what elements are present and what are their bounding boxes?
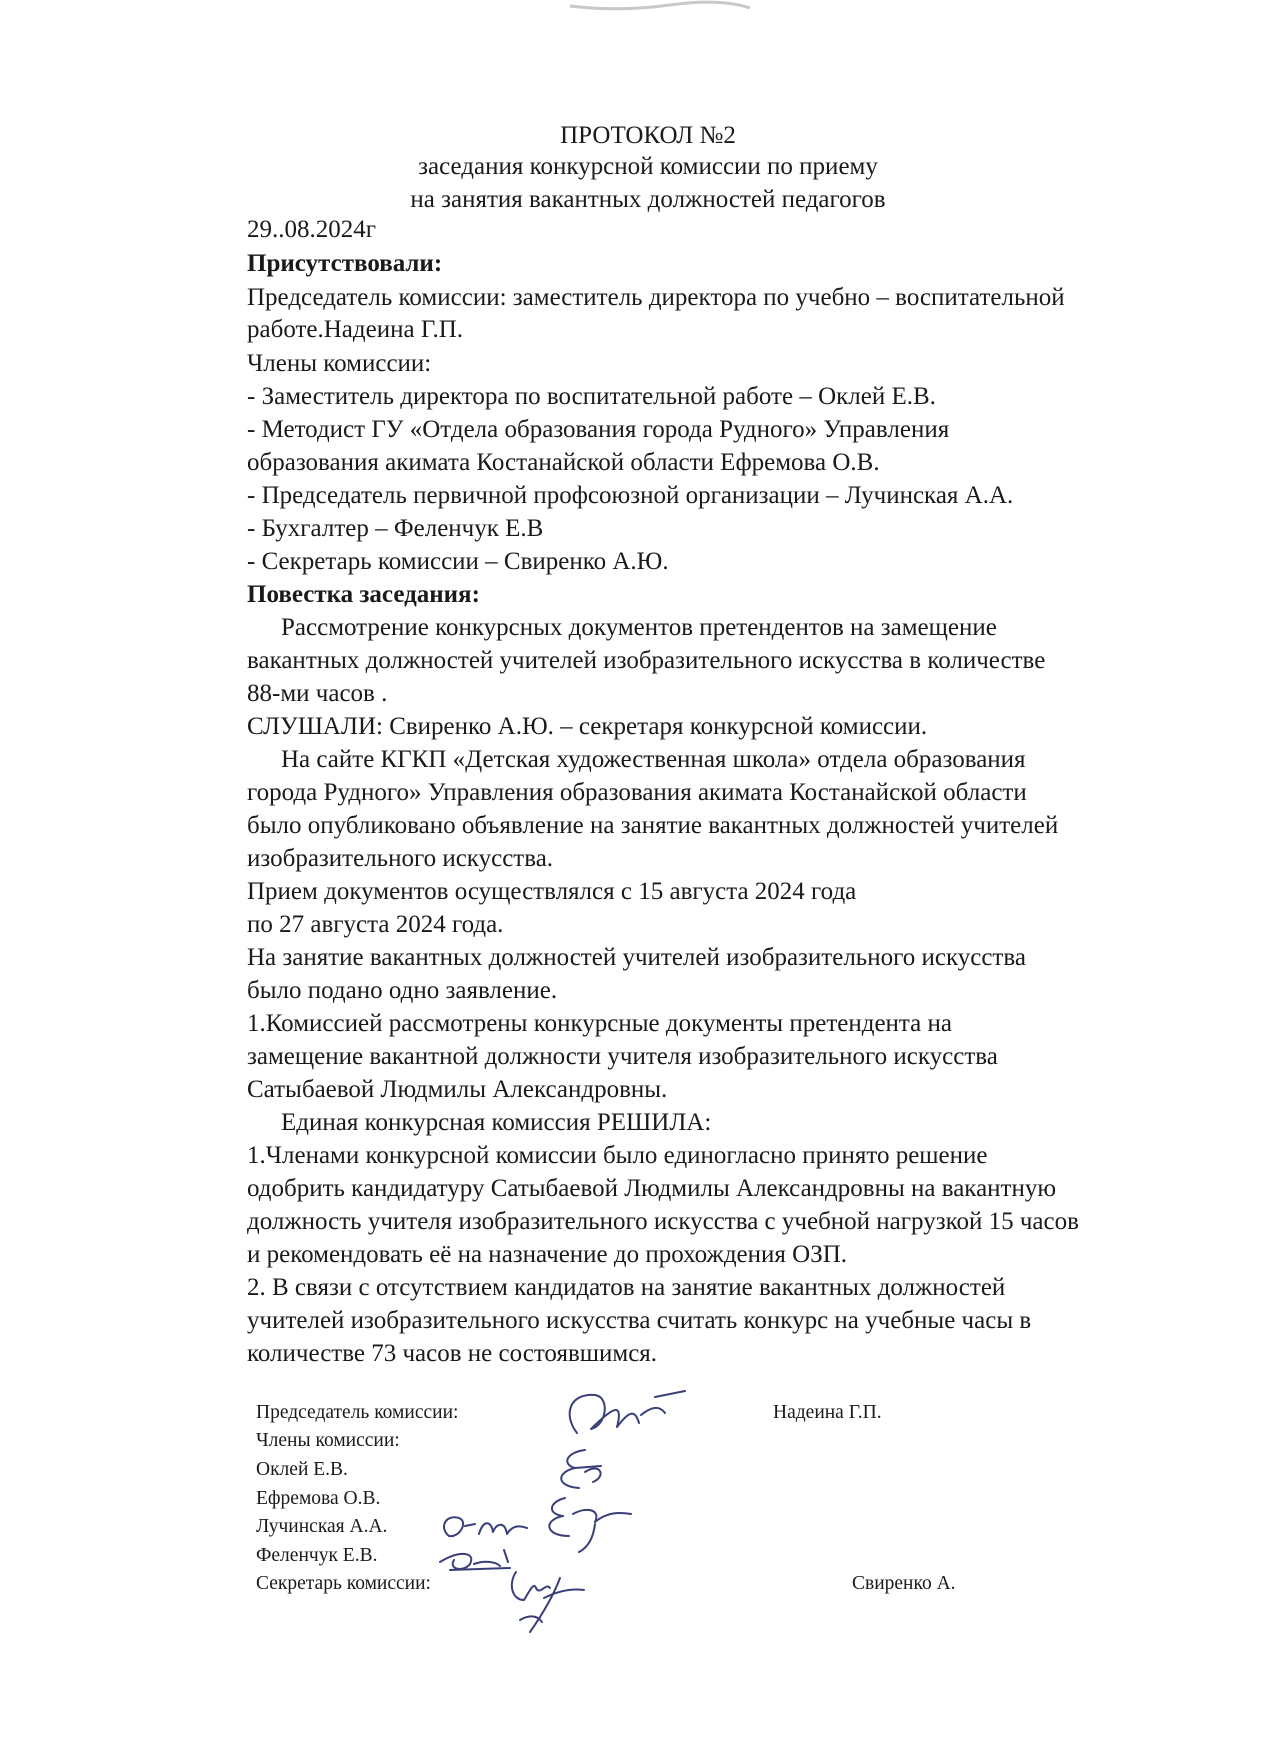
scan-smudge: [560, 0, 760, 18]
applied-line-1: На занятие вакантных должностей учителей изобразительного искусства: [247, 944, 1026, 971]
member-5: - Секретарь комиссии – Свиренко А.Ю.: [247, 548, 669, 575]
member-3: - Председатель первичной профсоюзной организации – Лучинская А.А.: [247, 482, 1014, 509]
decision-1-line-2: одобрить кандидатуру Сатыбаевой Людмилы Александровны на вакантную: [247, 1175, 1057, 1202]
agenda-heading: Повестка заседания:: [247, 581, 480, 608]
site-line-3: было опубликовано объявление на занятие вакантных должностей учителей: [247, 812, 1059, 839]
intake-line-2: по 27 августа 2024 года.: [247, 911, 504, 938]
decision-1-line-1: 1.Членами конкурсной комиссии было единогласно принято решение: [247, 1142, 988, 1169]
agenda-line-1: Рассмотрение конкурсных документов претендентов на замещение: [281, 614, 997, 641]
applied-line-2: было подано одно заявление.: [247, 977, 558, 1004]
decision-2-line-3: количестве 73 часов не состоявшимся.: [247, 1340, 658, 1367]
chair-line-1: Председатель комиссии: заместитель директора по учебно – воспитательной: [247, 284, 1065, 311]
intake-line-1: Прием документов осуществлялся с 15 августа 2024 года: [247, 878, 857, 905]
member-1: - Заместитель директора по воспитательной работе – Оклей Е.В.: [247, 383, 936, 410]
sig-secretary-label: Секретарь комиссии:: [256, 1573, 431, 1594]
present-heading: Присутствовали:: [247, 250, 443, 277]
decided-line: Единая конкурсная комиссия РЕШИЛА:: [281, 1109, 712, 1136]
sig-chair-label: Председатель комиссии:: [256, 1402, 459, 1423]
decision-2-line-1: 2. В связи с отсутствием кандидатов на занятие вакантных должностей: [247, 1274, 1006, 1301]
site-line-4: изобразительного искусства.: [247, 845, 554, 872]
site-line-1: На сайте КГКП «Детская художественная школа» отдела образования: [281, 746, 1026, 773]
heard-line: СЛУШАЛИ: Свиренко А.Ю. – секретаря конкурсной комиссии.: [247, 713, 928, 740]
agenda-line-3: 88-ми часов .: [247, 680, 388, 707]
document-subtitle-2: на занятия вакантных должностей педагогов: [410, 186, 886, 213]
chair-line-2: работе.Надеина Г.П.: [247, 316, 464, 343]
member-4: - Бухгалтер – Феленчук Е.В: [247, 515, 544, 542]
sig-member-4: Феленчук Е.В.: [256, 1545, 378, 1566]
sig-members-label: Члены комиссии:: [256, 1430, 400, 1451]
decision-2-line-2: учителей изобразительного искусства считать конкурс на учебные часы в: [247, 1307, 1032, 1334]
secretary-signature: [500, 1560, 590, 1640]
document-title: ПРОТОКОЛ №2: [560, 122, 736, 149]
review-line-2: замещение вакантной должности учителя изобразительного искусства: [247, 1043, 998, 1070]
site-line-2: города Рудного» Управления образования акимата Костанайской области: [247, 779, 1027, 806]
chair-signature: [555, 1385, 695, 1445]
review-line-3: Сатыбаевой Людмилы Александровны.: [247, 1076, 668, 1103]
decision-1-line-4: и рекомендовать её на назначение до прохождения ОЗП.: [247, 1241, 848, 1268]
sig-member-1: Оклей Е.В.: [256, 1459, 348, 1480]
sig-chair-name: Надеина Г.П.: [773, 1402, 882, 1423]
member-2-line-1: - Методист ГУ «Отдела образования города Рудного» Управления: [247, 416, 950, 443]
members-heading: Члены комиссии:: [247, 350, 432, 377]
sig-member-3: Лучинская А.А.: [256, 1516, 388, 1537]
document-date: 29..08.2024г: [247, 216, 377, 243]
agenda-line-2: вакантных должностей учителей изобразительного искусства в количестве: [247, 647, 1046, 674]
sig-member-2: Ефремова О.В.: [256, 1488, 381, 1509]
decision-1-line-3: должность учителя изобразительного искусства с учебной нагрузкой 15 часов: [247, 1208, 1079, 1235]
sig-secretary-name: Свиренко А.: [852, 1573, 956, 1594]
member-2-line-2: образования акимата Костанайской области Ефремова О.В.: [247, 449, 880, 476]
document-subtitle-1: заседания конкурсной комиссии по приему: [418, 153, 878, 180]
review-line-1: 1.Комиссией рассмотрены конкурсные документы претендента на: [247, 1010, 952, 1037]
efremova-signature: [535, 1484, 655, 1559]
